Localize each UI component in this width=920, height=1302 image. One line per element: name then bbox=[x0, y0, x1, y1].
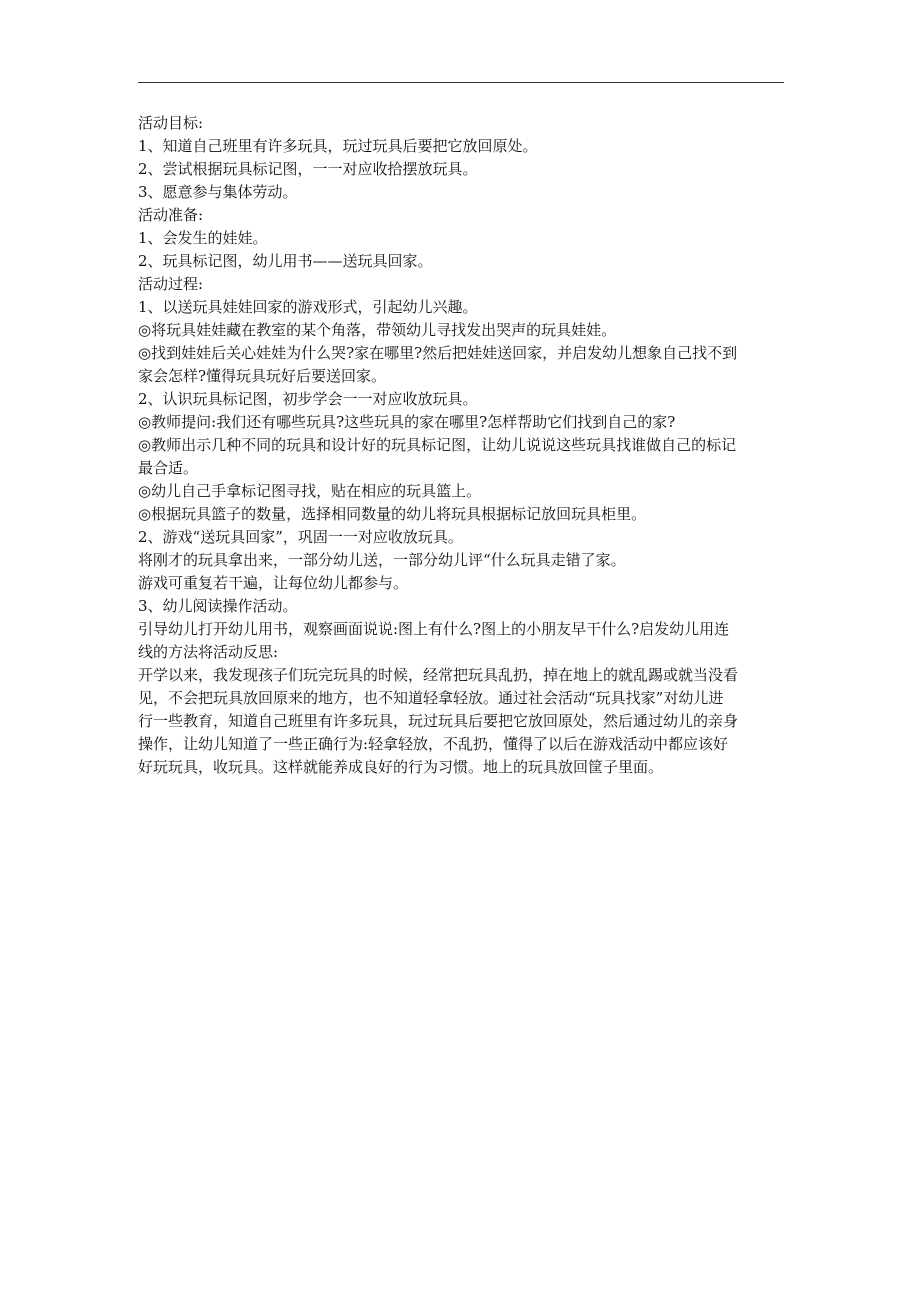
text-line: 将刚才的玩具拿出来，一部分幼儿送，一部分幼儿评“什么玩具走错了家。 bbox=[138, 551, 626, 569]
text-line: 线的方法将活动反思: bbox=[138, 643, 279, 661]
header-rule bbox=[138, 82, 784, 83]
reflection-line: 开学以来，我发现孩子们玩完玩具的时候，经常把玩具乱扔，掉在地上的就乱踢或就当没看 bbox=[138, 666, 739, 684]
text-line: 1、会发生的娃娃。 bbox=[138, 229, 268, 247]
reflection-line: 行一些教育，知道自己班里有许多玩具，玩过玩具后要把它放回原处，然后通过幼儿的亲身 bbox=[138, 712, 739, 730]
text-line: ◎教师出示几种不同的玩具和设计好的玩具标记图，让幼儿说说这些玩具找谁做自己的标记 bbox=[138, 436, 737, 454]
text-line: 2、玩具标记图，幼儿用书——送玩具回家。 bbox=[138, 252, 433, 270]
text-line: 游戏可重复若干遍，让每位幼儿都参与。 bbox=[138, 574, 409, 592]
text-line: 2、尝试根据玩具标记图，一一对应收拾摆放玩具。 bbox=[138, 160, 478, 178]
text-line: ◎将玩具娃娃藏在教室的某个角落，带领幼儿寻找发出哭声的玩具娃娃。 bbox=[138, 321, 617, 339]
text-line: 2、认识玩具标记图，初步学会一一对应收放玩具。 bbox=[138, 390, 478, 408]
section-heading-process: 活动过程: bbox=[138, 275, 204, 293]
text-line: ◎根据玩具篮子的数量，选择相同数量的幼儿将玩具根据标记放回玩具柜里。 bbox=[138, 505, 647, 523]
section-heading-preparation: 活动准备: bbox=[138, 206, 204, 224]
text-line: 2、游戏“送玩具回家”，巩固一一对应收放玩具。 bbox=[138, 528, 463, 546]
text-line: 最合适。 bbox=[138, 459, 199, 477]
reflection-line: 见，不会把玩具放回原来的地方，也不知道轻拿轻放。通过社会活动“玩具找家”对幼儿进 bbox=[138, 689, 724, 707]
text-line: 引导幼儿打开幼儿用书，观察画面说说:图上有什么?图上的小朋友早干什么?启发幼儿用连 bbox=[138, 620, 730, 638]
text-line: 家会怎样?懂得玩具玩好后要送回家。 bbox=[138, 367, 387, 385]
text-line: ◎教师提问:我们还有哪些玩具?这些玩具的家在哪里?怎样帮助它们找到自己的家? bbox=[138, 413, 676, 431]
text-line: 3、愿意参与集体劳动。 bbox=[138, 183, 298, 201]
document-body bbox=[138, 112, 786, 779]
text-line: ◎幼儿自己手拿标记图寻找，贴在相应的玩具篮上。 bbox=[138, 482, 482, 500]
text-line: 1、以送玩具娃娃回家的游戏形式，引起幼儿兴趣。 bbox=[138, 298, 478, 316]
text-line: ◎找到娃娃后关心娃娃为什么哭?家在哪里?然后把娃娃送回家，并启发幼儿想象自己找不到 bbox=[138, 344, 738, 362]
reflection-line: 操作，让幼儿知道了一些正确行为:轻拿轻放，不乱扔，懂得了以后在游戏活动中都应该好 bbox=[138, 735, 729, 753]
reflection-line: 好玩玩具，收玩具。这样就能养成良好的行为习惯。地上的玩具放回筐子里面。 bbox=[138, 758, 664, 776]
text-line: 3、幼儿阅读操作活动。 bbox=[138, 597, 298, 615]
text-line: 1、知道自己班里有许多玩具，玩过玩具后要把它放回原处。 bbox=[138, 137, 538, 155]
section-heading-goals: 活动目标: bbox=[138, 114, 204, 132]
